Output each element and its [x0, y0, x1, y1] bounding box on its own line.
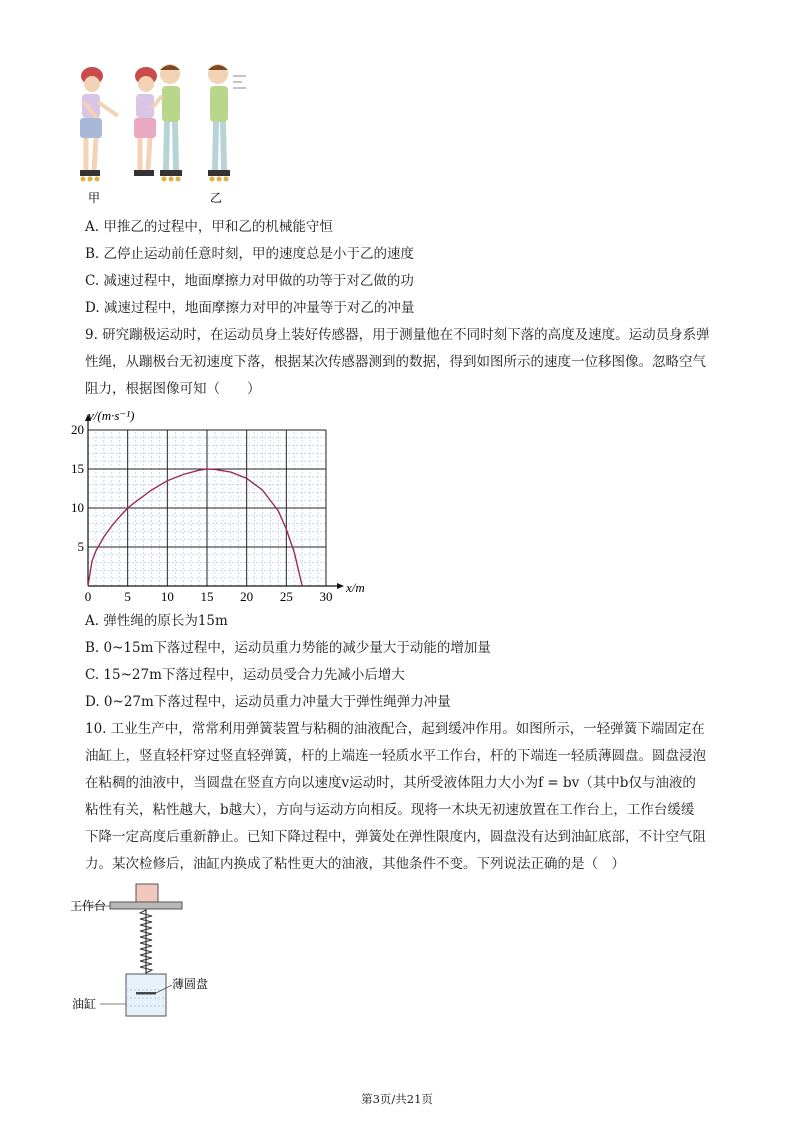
label-jia: 甲	[88, 191, 101, 205]
x-tick-label: 15	[200, 589, 214, 604]
oil-cylinder	[126, 974, 166, 1016]
spring-buffer-figure	[70, 882, 260, 1022]
skater-yi-illustration	[208, 64, 246, 182]
q10-line-2: 油缸上，竖直轻杆穿过竖直轻弹簧，杆的上端连一轻质水平工作台，杆的下端连一轻质薄圆盘。圆盘浸泡	[85, 748, 706, 764]
q8-option-b: B. 乙停止运动前任意时刻，甲的速度总是小于乙的速度	[85, 246, 415, 262]
y-tick-label: 15	[71, 461, 84, 476]
q9-option-b: B. 0~15m下落过程中，运动员重力势能的减少量大于动能的增加量	[85, 640, 491, 656]
q10-line-4: 粘性有关，粘性越大，b越大），方向与运动方向相反。现将一木块无初速放置在工作台上，工作台缓缓	[85, 802, 695, 818]
x-axis-arrow	[337, 583, 344, 589]
q10-line-1: 10. 工业生产中，常常利用弹簧装置与粘稠的油液配合，起到缓冲作用。如图所示，一轻弹簧下端固定在	[85, 721, 705, 737]
q8-option-c: C. 减速过程中，地面摩擦力对甲做的功等于对乙做的功	[85, 273, 414, 289]
series-line	[88, 469, 302, 586]
work-table	[110, 902, 182, 909]
y-tick-label: 20	[71, 422, 84, 437]
q10-line-6: 力。某次检修后，油缸内换成了粘性更大的油液，其他条件不变。下列说法正确的是（ ）	[85, 856, 625, 872]
label-thin-disc: 薄圆盘	[172, 977, 209, 991]
x-axis-label: x/m	[346, 580, 365, 595]
x-tick-label: 30	[319, 589, 333, 604]
q9-stem-line-1: 9. 研究蹦极运动时，在运动员身上装好传感器，用于测量他在不同时刻下落的高度及速度。运动员身系弹	[85, 327, 710, 343]
y-axis-label: v/(m·s⁻¹)	[88, 408, 135, 423]
skater-pair-illustration	[134, 64, 182, 182]
y-tick-label: 5	[77, 539, 84, 554]
q9-option-a: A. 弹性绳的原长为15m	[85, 613, 228, 629]
thin-disc	[136, 992, 156, 995]
q9-option-d: D. 0~27m下落过程中，运动员重力冲量大于弹性绳弹力冲量	[85, 694, 451, 710]
wood-block	[136, 884, 158, 902]
skaters-figure	[70, 62, 260, 210]
q10-line-3: 在粘稠的油液中，当圆盘在竖直方向以速度v运动时，其所受液体阻力大小为f = bv（其中b仅与油液的	[85, 775, 696, 791]
x-tick-label: 25	[279, 589, 293, 604]
x-tick-label: 5	[124, 589, 131, 604]
x-tick-label: 0	[84, 589, 92, 604]
velocity-displacement-chart	[60, 404, 380, 604]
label-oil-cylinder: 油缸	[72, 997, 97, 1011]
x-tick-label: 20	[240, 589, 254, 604]
q10-line-5: 下降一定高度后重新静止。已知下降过程中，弹簧处在弹性限度内，圆盘没有达到油缸底部，不计空气阻	[85, 829, 706, 845]
q8-option-d: D. 减速过程中，地面摩擦力对甲的冲量等于对乙的冲量	[85, 300, 415, 316]
label-yi: 乙	[210, 191, 223, 205]
q9-stem-line-2: 性绳，从蹦极台无初速度下落，根据某次传感器测到的数据，得到如图所示的速度一位移图像。忽略空气	[85, 354, 706, 370]
page-footer: 第3页/共21页	[361, 1092, 433, 1106]
q9-option-c: C. 15~27m下落过程中，运动员受合力先减小后增大	[85, 667, 405, 683]
y-tick-label: 10	[71, 500, 84, 515]
x-tick-label: 10	[160, 589, 174, 604]
label-work-table: 工作台	[70, 899, 107, 913]
skater-jia-illustration	[80, 67, 118, 182]
q8-option-a: A. 甲推乙的过程中，甲和乙的机械能守恒	[85, 219, 333, 235]
q9-stem-line-3: 阻力，根据图像可知（ ）	[85, 381, 261, 397]
